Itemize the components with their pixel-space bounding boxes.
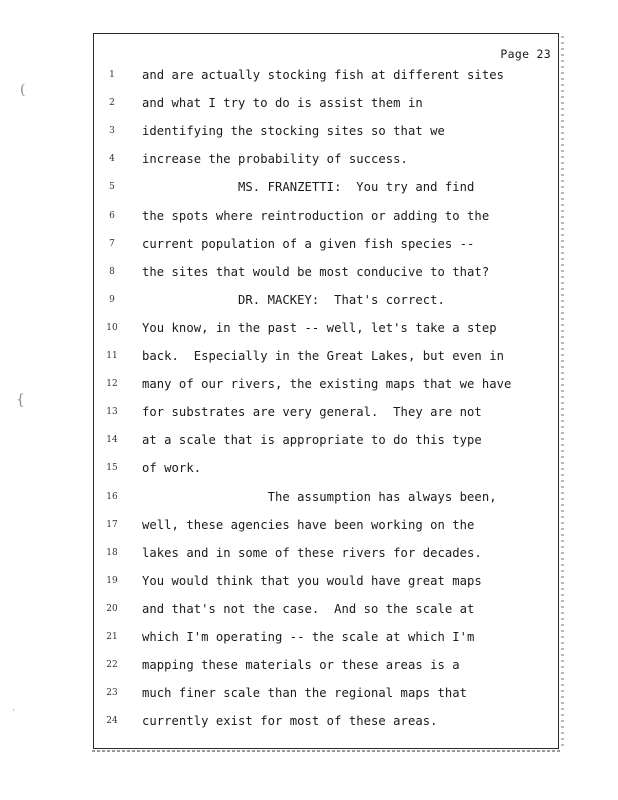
line-number: 20 xyxy=(106,603,118,614)
line-number: 21 xyxy=(106,632,118,642)
transcript-line: of work. xyxy=(142,461,202,476)
transcript-line: identifying the stocking sites so that we xyxy=(142,124,445,139)
line-number: 6 xyxy=(109,210,115,221)
line-number: 3 xyxy=(109,126,115,137)
line-number: 12 xyxy=(106,379,118,390)
transcript-line: The assumption has always been, xyxy=(142,489,497,504)
hole-punch-mark-bottom: · xyxy=(12,706,15,716)
line-number: 10 xyxy=(106,322,118,333)
transcript-line: for substrates are very general. They are not xyxy=(142,405,482,420)
transcript-line: lakes and in some of these rivers for decades. xyxy=(142,545,482,560)
line-number: 18 xyxy=(106,547,118,558)
line-number: 23 xyxy=(106,688,118,699)
transcript-line: MS. FRANZETTI: You try and find xyxy=(142,180,475,195)
hole-punch-mark-top: ( xyxy=(20,82,26,98)
transcript-line: currently exist for most of these areas. xyxy=(142,714,438,729)
line-number: 24 xyxy=(106,716,118,727)
page-number: Page 23 xyxy=(500,47,551,61)
line-number: 22 xyxy=(106,660,118,671)
transcript-line: which I'm operating -- the scale at which I'm xyxy=(142,630,475,644)
line-number: 9 xyxy=(109,294,115,305)
transcript-line: back. Especially in the Great Lakes, but even in xyxy=(142,349,504,363)
line-number: 2 xyxy=(109,98,115,109)
line-number: 13 xyxy=(106,407,118,418)
line-number: 16 xyxy=(106,491,118,502)
transcript-line: mapping these materials or these areas is a xyxy=(142,658,460,673)
transcript-line: well, these agencies have been working on the xyxy=(142,517,475,532)
transcript-line: at a scale that is appropriate to do this type xyxy=(142,433,482,448)
transcript-line: DR. MACKEY: That's correct. xyxy=(142,292,445,307)
transcript-line: many of our rivers, the existing maps that we have xyxy=(142,377,512,392)
line-number: 5 xyxy=(109,182,115,193)
transcript-line: the spots where reintroduction or adding to the xyxy=(142,208,490,223)
transcript-page xyxy=(93,33,559,749)
line-number: 19 xyxy=(106,575,118,586)
line-number: 11 xyxy=(106,351,118,361)
line-number: 14 xyxy=(106,435,118,446)
transcript-line: much finer scale than the regional maps that xyxy=(142,686,468,701)
line-number: 4 xyxy=(109,154,115,165)
line-number: 15 xyxy=(106,463,118,474)
transcript-line: You know, in the past -- well, let's take a step xyxy=(142,320,497,335)
line-number: 17 xyxy=(106,519,118,530)
transcript-line: You would think that you would have great maps xyxy=(142,573,482,588)
line-number: 1 xyxy=(109,70,115,80)
line-number: 8 xyxy=(109,266,115,277)
transcript-line: the sites that would be most conducive to that? xyxy=(142,264,490,279)
transcript-line: and what I try to do is assist them in xyxy=(142,96,423,111)
hole-punch-mark-middle: { xyxy=(16,392,25,408)
transcript-line: and that's not the case. And so the scale at xyxy=(142,601,475,616)
transcript-line: increase the probability of success. xyxy=(142,152,408,167)
transcript-line: current population of a given fish species -- xyxy=(142,236,475,251)
line-number: 7 xyxy=(109,238,115,249)
transcript-line: and are actually stocking fish at different sites xyxy=(142,68,504,82)
page-right-edge xyxy=(561,36,564,748)
